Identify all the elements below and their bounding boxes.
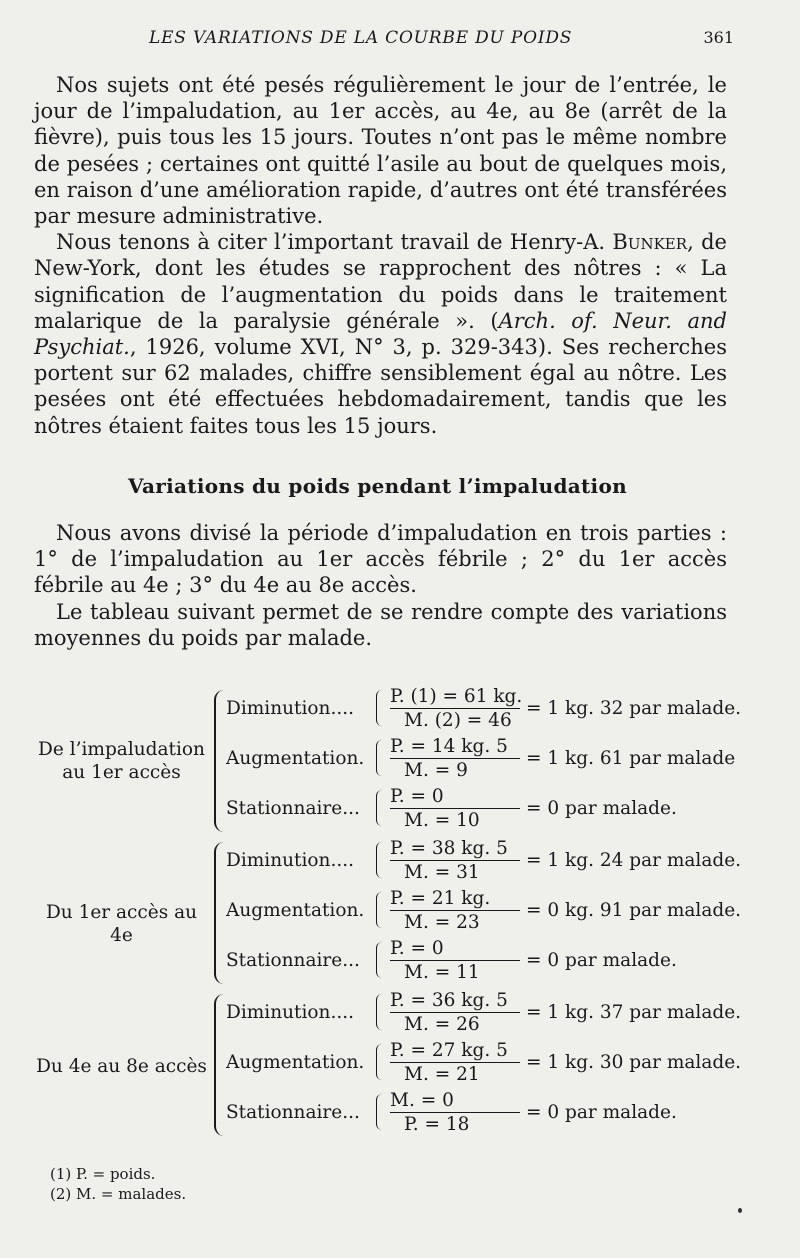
row-brace <box>376 740 383 776</box>
row-result: = 0 par malade. <box>526 950 677 971</box>
fraction <box>390 786 520 831</box>
numerator: P. = 0 <box>390 938 520 961</box>
group-label-line1: Du 4e au 8e accès <box>36 1056 207 1077</box>
row-brace <box>376 1094 383 1130</box>
row-result: = 0 par malade. <box>526 1102 677 1123</box>
table-row-stationnaire <box>226 786 736 832</box>
fraction <box>390 686 523 731</box>
paragraph-weighing: Nos sujets ont été pesés régulièrement le jour de l’entrée, le jour de l’impaludation, au 1er accès, au 4e, au 8e (arrêt de la fièvre), puis tous les 15 jours. Toutes n’ont pas le même nombre de pesées ; certaines ont quitté l’asile au bout de quelques mois, en raison d’une amélioration rapide, d’autres ont été transférées par mesure administrative. <box>34 73 727 229</box>
row-result: = 0 par malade. <box>526 798 677 819</box>
fraction <box>390 736 520 781</box>
intro-text <box>34 72 727 439</box>
numerator: P. = 38 kg. 5 <box>390 838 520 861</box>
table-row-augmentation <box>226 736 736 782</box>
row-label: Stationnaire... <box>226 798 360 819</box>
group-label <box>34 738 209 784</box>
row-label: Augmentation. <box>226 748 365 769</box>
table-row-diminution <box>226 686 742 732</box>
row-result: = 1 kg. 30 par malade. <box>526 1052 742 1073</box>
row-result: = 1 kg. 37 par malade. <box>526 1002 742 1023</box>
row-result: = 1 kg. 61 par malade <box>526 748 736 769</box>
row-brace <box>376 1044 383 1080</box>
group-label-line2: au 1er accès <box>62 762 181 783</box>
footnotes <box>50 1164 186 1204</box>
row-label: Augmentation. <box>226 900 365 921</box>
denominator: M. (2) = 46 <box>404 710 512 731</box>
row-brace <box>376 942 383 978</box>
running-head: LES VARIATIONS DE LA COURBE DU POIDS <box>149 28 573 48</box>
paragraph-bunker-text-a: Nous tenons à citer l’important travail de Henry-A. <box>56 230 613 255</box>
table-row-stationnaire <box>226 1090 736 1136</box>
fraction <box>390 990 520 1035</box>
row-result: = 1 kg. 24 par malade. <box>526 850 742 871</box>
row-brace <box>376 994 383 1030</box>
group-label <box>34 1055 209 1078</box>
row-label: Stationnaire... <box>226 950 360 971</box>
fraction <box>390 938 520 983</box>
paragraph-bunker-text-c: , 1926, volume XVI, N° 3, p. 329-343). Ses recherches portent sur 62 malades, chiffre sensiblement égal au nôtre. Les pesées ont été effectuées hebdomadairement, tandis que les nôtres étaient faites tous les 15 jours. <box>34 335 727 438</box>
denominator: M. = 23 <box>404 912 480 933</box>
numerator: P. = 0 <box>390 786 520 809</box>
row-label: Diminution.... <box>226 850 354 871</box>
paragraph-table-intro: Le tableau suivant permet de se rendre compte des variations moyennes du poids par malade. <box>34 599 727 650</box>
denominator: M. = 26 <box>404 1014 480 1035</box>
fraction <box>390 838 520 883</box>
row-brace <box>376 892 383 928</box>
row-brace <box>376 690 383 726</box>
numerator: P. (1) = 61 kg. <box>390 686 523 707</box>
denominator: M. = 31 <box>404 862 480 883</box>
table-row-stationnaire <box>226 938 736 984</box>
footnote-2: (2) M. = malades. <box>50 1185 187 1203</box>
paragraph-periods: Nous avons divisé la période d’impaludation en trois parties : 1° de l’impaludation au 1er accès fébrile ; 2° du 1er accès fébrile au 4e ; 3° du 4e au 8e accès. <box>34 521 727 598</box>
row-label: Diminution.... <box>226 698 354 719</box>
table-group-2 <box>34 838 742 988</box>
fraction <box>390 1090 520 1135</box>
fraction <box>390 888 520 933</box>
paragraph-bunker <box>34 229 727 439</box>
row-result: = 0 kg. 91 par malade. <box>526 900 742 921</box>
fraction <box>390 1040 520 1085</box>
table-row-augmentation <box>226 1040 742 1086</box>
denominator: M. = 21 <box>404 1064 480 1085</box>
table-row-diminution <box>226 838 742 884</box>
numerator: P. = 21 kg. <box>390 888 520 911</box>
table-row-diminution <box>226 990 742 1036</box>
section-title: Variations du poids pendant l’impaludation <box>128 474 627 498</box>
row-brace <box>376 842 383 878</box>
table-row-augmentation <box>226 888 742 934</box>
row-brace <box>376 790 383 826</box>
row-result: = 1 kg. 32 par malade. <box>526 698 742 719</box>
group-label <box>34 901 209 947</box>
group-label-line1: Du 1er accès au 4e <box>45 902 198 946</box>
numerator: P. = 36 kg. 5 <box>390 990 520 1013</box>
denominator: M. = 9 <box>404 760 468 781</box>
footnote-1: (1) P. = poids. <box>50 1165 156 1183</box>
table-group-3 <box>34 990 742 1140</box>
numerator: P. = 14 kg. 5 <box>390 736 520 759</box>
group-label-line1: De l’impaludation <box>38 739 205 760</box>
author-name: Bunker <box>612 230 688 255</box>
ink-speck <box>738 1208 742 1213</box>
row-label: Diminution.... <box>226 1002 354 1023</box>
numerator: M. = 0 <box>390 1090 520 1113</box>
table-group-1 <box>34 686 742 836</box>
journal-title: Arch. of. Neur. and Psychiat. <box>34 308 727 360</box>
section-text <box>34 520 727 651</box>
row-label: Augmentation. <box>226 1052 365 1073</box>
page-header <box>34 28 734 52</box>
denominator: P. = 18 <box>404 1114 470 1135</box>
denominator: M. = 11 <box>404 962 480 983</box>
numerator: P. = 27 kg. 5 <box>390 1040 520 1063</box>
denominator: M. = 10 <box>404 810 480 831</box>
page-number: 361 <box>703 28 734 47</box>
row-label: Stationnaire... <box>226 1102 360 1123</box>
paragraph-bunker-text-b: , de New-York, dont les études se rapprochent des nôtres : « La signification de l’augmentation du poids dans le traitement malarique de la paralysie générale ». ( <box>34 230 727 333</box>
